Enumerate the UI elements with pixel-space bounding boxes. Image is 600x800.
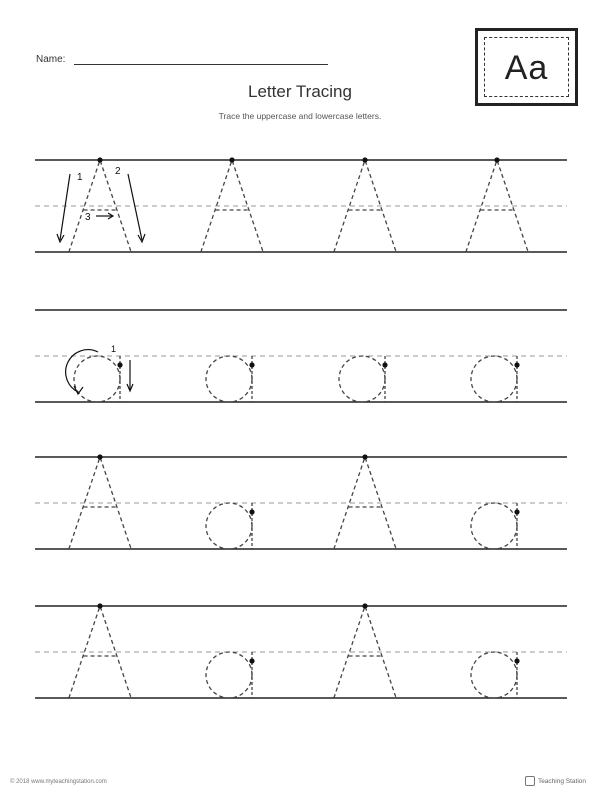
letter-lowercase-a-bowl — [471, 356, 517, 402]
start-dot — [514, 509, 519, 514]
letter-lowercase-a-bowl — [206, 652, 252, 698]
start-dot — [362, 454, 367, 459]
stroke-number-1: 1 — [77, 172, 83, 183]
start-dot — [229, 157, 234, 162]
letter-lowercase-a-bowl — [206, 503, 252, 549]
copyright-text: © 2018 www.myteachingstation.com — [10, 779, 107, 785]
stroke-arrow-1 — [60, 174, 70, 240]
start-dot — [494, 157, 499, 162]
start-dot — [117, 362, 122, 367]
brand-footer — [525, 776, 586, 786]
letter-lowercase-a-bowl — [339, 356, 385, 402]
stroke-arrow-2 — [128, 174, 142, 240]
start-dot — [382, 362, 387, 367]
start-dot — [97, 157, 102, 162]
stroke-number-3: 3 — [85, 212, 91, 223]
page-title: Letter Tracing — [248, 82, 352, 101]
letter-lowercase-a-bowl — [206, 356, 252, 402]
brand-logo-icon — [525, 776, 535, 786]
start-dot — [249, 362, 254, 367]
start-dot — [514, 362, 519, 367]
letter-lowercase-a-bowl — [74, 356, 120, 402]
letter-lowercase-a-bowl — [471, 652, 517, 698]
start-dot — [514, 658, 519, 663]
name-label: Name: — [36, 54, 66, 65]
start-dot — [249, 509, 254, 514]
start-dot — [97, 454, 102, 459]
page-instructions: Trace the uppercase and lowercase letters. — [218, 111, 382, 121]
letter-lowercase-a-bowl — [471, 503, 517, 549]
start-dot — [362, 603, 367, 608]
stroke-number-2: 2 — [115, 166, 121, 177]
start-dot — [362, 157, 367, 162]
start-dot — [97, 603, 102, 608]
brand-name: Teaching Station — [537, 777, 586, 785]
badge-letters: Aa — [504, 49, 549, 87]
stroke-number-1: 1 — [111, 344, 117, 354]
start-dot — [249, 658, 254, 663]
